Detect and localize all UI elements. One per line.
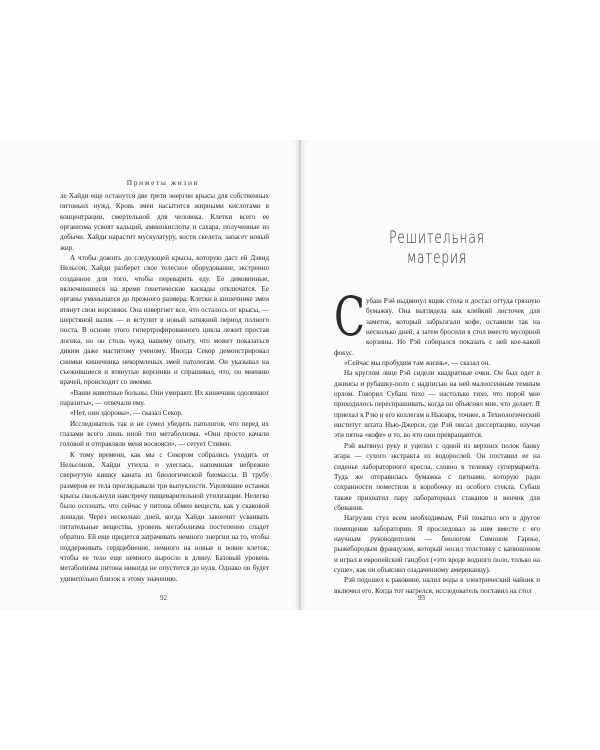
paragraph: «Сейчас мы пробудим там жизнь», — сказал он. xyxy=(344,359,491,368)
paragraph: «Нет, они здоровы», — сказал Секор. xyxy=(70,409,183,418)
paragraph: Рэй вытянул руку и уцепил с одной из верхних полок банку агара — сухого экстракта из водорослей. Он поставил ее на сиденье лабораторного кресла, словно в тележку супермаркета. Туда же отправилась бумажка с пятнами, которую ради сохранности поместили в коробочку из особого стекла. Субаш также прихватил пару лабораторных стаканов и венчик для сбивания. xyxy=(334,441,540,512)
paragraph: А чтобы дожить до следующей крысы, которую даст ей Дэвид Нельсон, Хайди разберет свое телесное оборудование, экстренно созданное для того, чтобы переварить еду. Ее диковинные, включившиеся на время генетические каскады отключатся. Ее органы уменьшатся до прежнего размера. Клетки в кишечнике змеи втянут свои ворсинки. Она изве́ргнет все, что осталось от крысы, — шерстяной валик — и вступит в новый затяжной период полного поста. В основе этого гипертрофированного цикла лежит простая логика, но он столь чужд нашему опыту, что может показаться диким даже маститому ученому. Иногда Секор демонстрировал снимки кишечника некормленых змей патологам. Он указывал на съежившиеся и втянутые ворсинки и спрашивал, что, по мнению врачей, происходит со змеями. xyxy=(60,254,269,387)
paragraph: ле Хайди еще останутся две трети энергии крысы для собственных питоньих нужд. Кровь змеи насытится жирными кислотами в концентрации, смертельной для человека. Клетки всего ее организма усвоят кальций, аминокислоты и сахара, полученные из добычи. Хайди нарастит мускулатуру, кости скелета, запасет новый жир. xyxy=(60,192,269,252)
book-gutter xyxy=(299,140,301,610)
drop-cap: С xyxy=(334,285,365,348)
right-page-body xyxy=(334,285,540,596)
paragraph: Рэй подошел к раковине, налил воды в электрический чайник и включил его. Когда тот нагрелся, исследователь поставил на стол xyxy=(334,576,540,595)
paragraph: «Ваши животные больны. Они умирают. Их кишечник одолевают паразиты», — отвечали ему. xyxy=(60,388,269,407)
left-page-body xyxy=(60,191,269,584)
paragraph: Исследователь так и не сумел убедить патологов, что перед их глазами всего лишь иной тип метаболизма. «Они просто качали головой и отправляли меня восвояси», — сетует Стивен. xyxy=(60,419,269,449)
chapter-title: Решительная материя xyxy=(389,228,485,268)
paragraph: На круглом лице Рэй сидели квадратные очки. Он был одет в джинсы и рубашку-поло с надписью на ней малоосенным темным орлом. Говорил Субаш тихо — настолько тихо, что порой мне приходилось переспрашивать, когда он объяснял мне, что делает. Я приехал к Рэю и его коллегам в Ньюарк, точнее, в Технологический институт штата Нью-Джерси, где Рэй писал диссертацию, изучая эти пятна «кофе» и то, во что они превращаются. xyxy=(334,369,540,440)
page-number-right: 93 xyxy=(418,594,425,602)
page-number-left: 92 xyxy=(160,594,167,602)
paragraph-text: убаш Рэй выдвинул ящик стола и достал оттуда грязную бумажку. Она выглядела как клейкий листочек для заметок, который забрызгали кофе, оставили так на несколько дней, а затем бросили в стол вместо мусорной корзины. Но Рэй собирался показать с ней кое-какой фокус. xyxy=(334,297,540,357)
paragraph: Нагрузив стул всем необходимым, Рэй покатил его в другое помещение лаборатории. Я проследовал за ним вместе с его научным руководителем — биологом Симоном Гарнье, рыжебородым французом, который носил толстовку с капюшоном и играл в европейский гандбол («это вроде водного поло, только на суше», как он объяснил озадаченному американцу). xyxy=(334,514,540,574)
paragraph: К тому времени, как мы с Секором собрались уходить от Нельсонов, Хайди утихла и улеглась, напоминая небрежно свернутую кишку каната из биологической биомассы. В трубу размеров ее тела проглядывали три выпуклости. Уцелевшие останки крысы скользнули навстречу пищеварительной утилизации. Нелегко было осознать, что сейчас у питона обмен веществ, как у скаковой лошади. Через несколько дней, когда Хайди закончит усваивать питательные вещества, уровень метаболизма постепенно спадет обратно. Ей еще придется затрачивать немного энергии на то, чтобы поддерживать сердцебиение, немного на новые и вовне клеток, чтобы ее тело еще немного выросло в длину. Базовый уровень метаболизма питона никогда не опустится до нуля. Однако он будет удивительно близок к этому значению. xyxy=(60,450,269,583)
running-head: Приметы жизни xyxy=(126,178,200,187)
paragraph-first xyxy=(334,285,540,358)
